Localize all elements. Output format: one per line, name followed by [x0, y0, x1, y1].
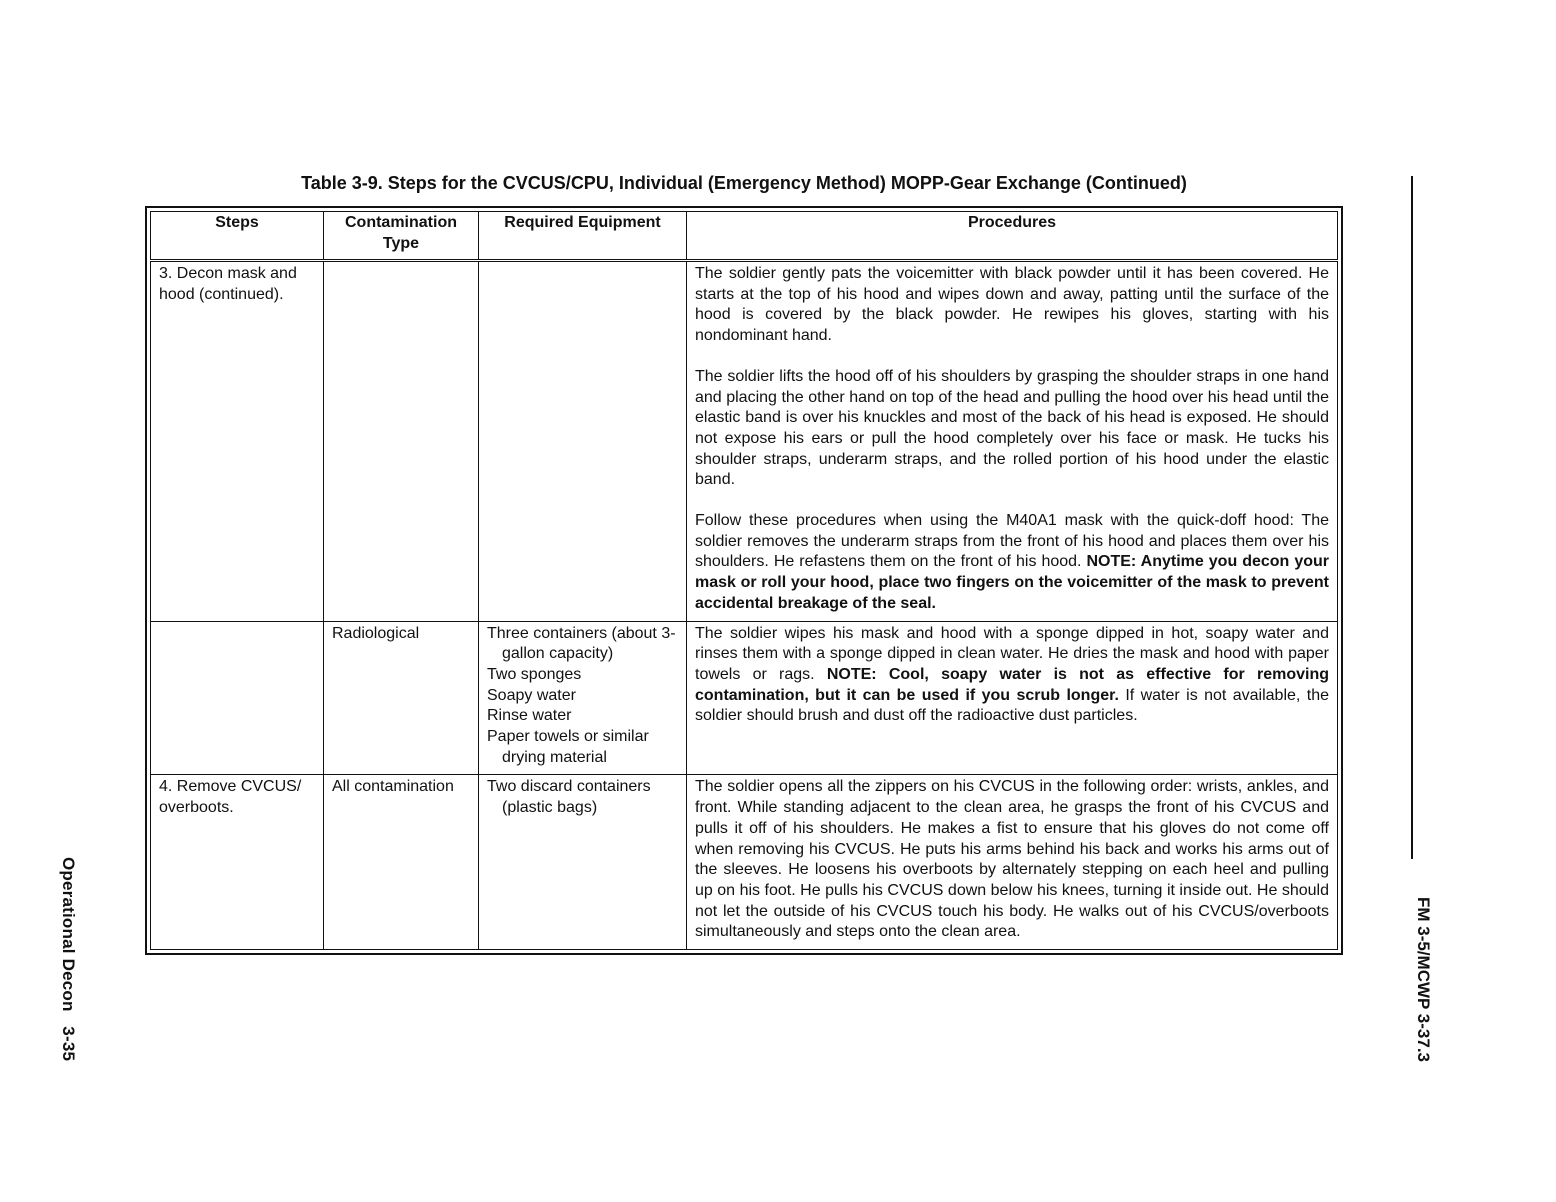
table-row	[151, 261, 1338, 622]
procedure-paragraph	[695, 624, 1329, 728]
procedures-cell	[687, 621, 1338, 775]
procedure-paragraph	[695, 264, 1329, 347]
equipment-item: Three containers (about 3-gallon capacity)	[487, 624, 676, 663]
header-contamination-type: Contamination Type	[324, 212, 479, 261]
equipment-item: Two discard containers (plastic bags)	[487, 778, 651, 817]
procedure-text: The soldier lifts the hood off of his shoulders by grasping the shoulder straps in one hand and placing the other hand on top of the head and pulling the hood over his head until the elastic band is over his knuckles and most of the back of his head is exposed. He should not expose his ears or pull the hood completely over his face or mask. He tucks his shoulder straps, underarm straps, and the rolled portion of his hood under the elastic band.	[695, 367, 1329, 489]
procedure-paragraph	[695, 367, 1329, 491]
procedures-cell	[687, 775, 1338, 950]
header-steps: Steps	[151, 212, 324, 261]
equipment-item: Paper towels or similar drying material	[487, 728, 649, 766]
procedure-text: Follow these procedures when using the M40A1 mask with the quick-doff hood: The soldier removes the underarm straps from the front of his hood and places them over his shoulders. He refastens them on the front of his hood.	[695, 512, 1329, 571]
procedure-text: The soldier opens all the zippers on his CVCUS in the following order: wrists, ankles, and front. While standing adjacent to the clean area, he grasps the front of his CVCUS and pulls it off of his shoulders. He makes a fist to ensure that his gloves do not come off when removing his CVCUS. He puts his arms behind his back and works his arms out of the sleeves. He loosens his overboots by alternately stepping on each heel and pulling up on his foot. He pulls his CVCUS down below his knees, turning it inside out. He should not let the outside of his CVCUS touch his body. He walks out of his CVCUS/overboots simultaneously and steps onto the clean area.	[695, 778, 1329, 941]
procedure-note: NOTE: Anytime you decon your mask or roll your hood, place two fingers on the voicemitter of the mask to prevent accidental breakage of the seal.	[695, 553, 1329, 612]
page-header-right: FM 3-5/MCWP 3-37.3	[1414, 897, 1433, 1063]
step-cell	[151, 621, 324, 775]
procedure-text: The soldier gently pats the voicemitter with black powder until it has been covered. He starts at the top of his hood and wipes down and away, patting until the surface of the hood is covered by the black powder. He rewipes his gloves, starting with his nondominant hand.	[695, 265, 1329, 345]
table-frame	[145, 206, 1343, 955]
step-cell: 3. Decon mask and hood (continued).	[151, 261, 324, 622]
margin-rule	[1411, 176, 1413, 859]
procedure-text-after: If water is not available, the soldier should brush and dust off the radioactive dust particles.	[695, 686, 1329, 725]
equipment-item: Two sponges	[487, 665, 582, 683]
equipment-cell	[479, 775, 687, 950]
contamination-cell: All contamination	[324, 775, 479, 950]
equipment-item: Soapy water	[487, 686, 576, 704]
procedure-note: NOTE: Cool, soapy water is not as effective for removing contamination, but it can be used if you scrub longer.	[695, 665, 1329, 704]
contamination-cell: Radiological	[324, 621, 479, 775]
procedures-cell	[687, 261, 1338, 622]
procedures-table	[150, 211, 1338, 950]
equipment-cell	[479, 621, 687, 775]
table-title: Table 3-9. Steps for the CVCUS/CPU, Individual (Emergency Method) MOPP-Gear Exchange (Continued)	[301, 173, 1187, 193]
page-footer-left: Operational Decon 3-35	[59, 857, 78, 1062]
header-procedures: Procedures	[687, 212, 1338, 261]
procedure-paragraph	[695, 777, 1329, 943]
step-cell: 4. Remove CVCUS/ overboots.	[151, 775, 324, 950]
header-required-equipment: Required Equipment	[479, 212, 687, 261]
procedure-paragraph	[695, 511, 1329, 615]
header-row	[151, 212, 1338, 261]
table-row	[151, 775, 1338, 950]
procedure-text: The soldier wipes his mask and hood with a sponge dipped in hot, soapy water and rinses them with a sponge dipped in clean water. He dries the mask and hood with paper towels or rags.	[695, 624, 1329, 683]
equipment-item: Rinse water	[487, 707, 572, 725]
equipment-cell	[479, 261, 687, 622]
contamination-cell	[324, 261, 479, 622]
table-row	[151, 621, 1338, 775]
